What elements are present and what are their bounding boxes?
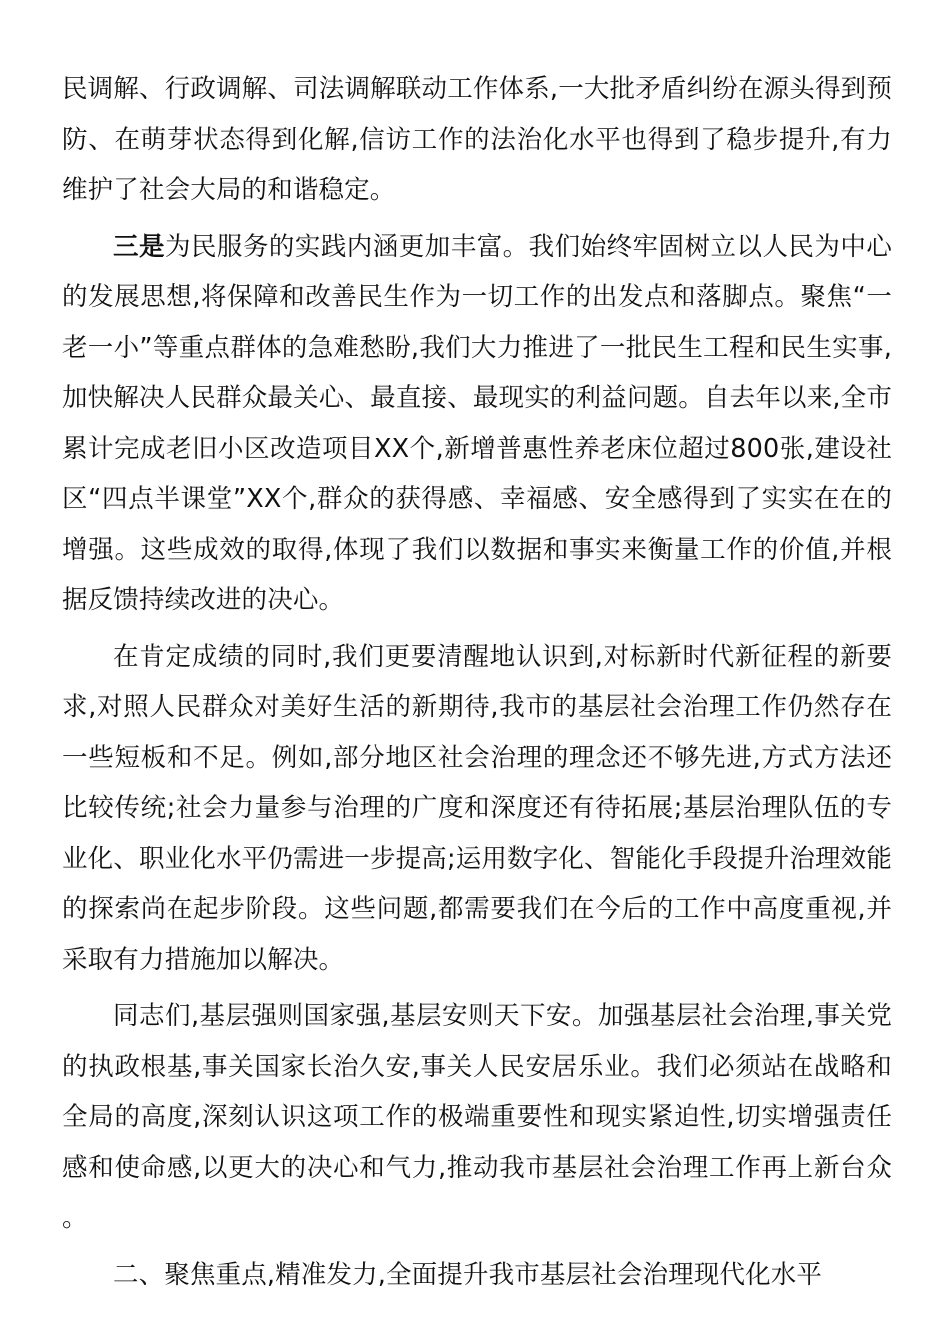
paragraph-third-point [62,222,892,626]
paragraph-comrades: 同志们,基层强则国家强,基层安则天下安。加强基层社会治理,事关党的执政根基,事关国家长治久安,事关人民安居乐业。我们必须站在战略和全局的高度,深刻认识这项工作的极端重要性和现实紧迫性,切实增强责任感和使命感,以更大的决心和气力,推动我市基层社会治理工作再上新台众。 [62,1001,892,1233]
paragraph-lead-label: 三是 [113,231,165,262]
paragraph-continuation: 民调解、行政调解、司法调解联动工作体系,一大批矛盾纠纷在源头得到预防、在萌芽状态得到化解,信访工作的法治化水平也得到了稳步提升,有力维护了社会大局的和谐稳定。 [62,74,892,205]
document-page [62,64,892,1306]
paragraph-body: 为民服务的实践内涵更加丰富。我们始终牢固树立以人民为中心的发展思想,将保障和改善民生作为一切工作的出发点和落脚点。聚焦“一老一小”等重点群体的急难愁盼,我们大力推进了一批民生工程和民生实事,加快解决人民群众最关心、最直接、最现实的利益问题。自去年以来,全市累计完成老旧小区改造项目XX个,新增普惠性养老床位超过800张,建设社区“四点半课堂”XX个,群众的获得感、幸福感、安全感得到了实实在在的增强。这些成效的取得,体现了我们以数据和事实来衡量工作的价值,并根据反馈持续改进的决心。 [62,231,893,615]
section-heading: 二、聚焦重点,精准发力,全面提升我市基层社会治理现代化水平 [113,1259,823,1290]
paragraph-shortcomings: 在肯定成绩的同时,我们更要清醒地认识到,对标新时代新征程的新要求,对照人民群众对美好生活的新期待,我市的基层社会治理工作仍然存在一些短板和不足。例如,部分地区社会治理的理念还不够先进,方式方法还比较传统;社会力量参与治理的广度和深度还有待拓展;基层治理队伍的专业化、职业化水平仍需进一步提高;运用数字化、智能化手段提升治理效能的探索尚在起步阶段。这些问题,都需要我们在今后的工作中高度重视,并采取有力措施加以解决。 [62,641,892,975]
